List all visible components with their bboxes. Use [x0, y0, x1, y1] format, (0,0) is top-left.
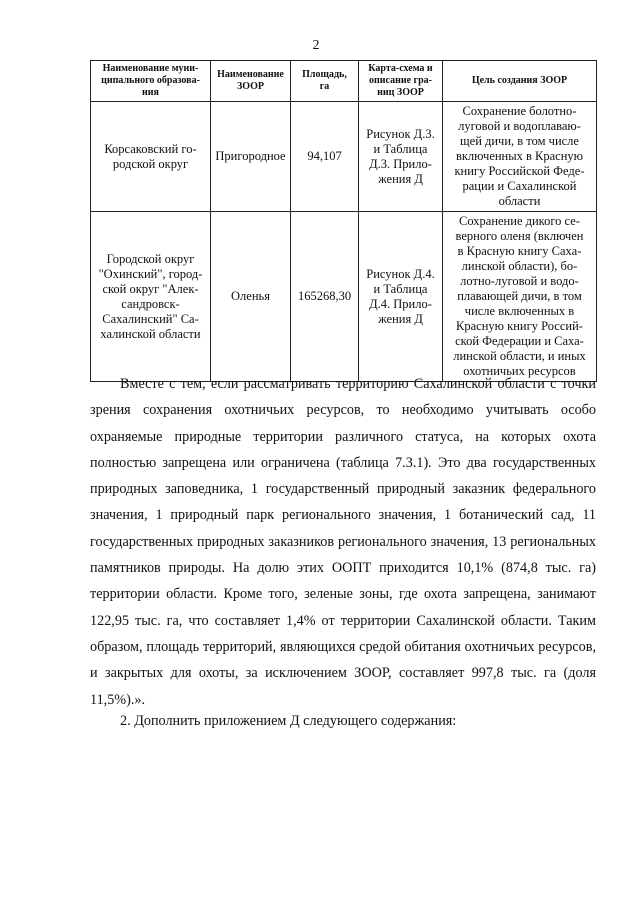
cell-zoor-name: Пригородное: [211, 102, 291, 212]
cell-area: 94,107: [291, 102, 359, 212]
table-header-row: [91, 61, 597, 102]
header-area: Площадь, га: [291, 61, 359, 102]
table-row: [91, 102, 597, 212]
header-zoor-name: Наименование ЗООР: [211, 61, 291, 102]
body-paragraph: Вместе с тем, если рассматривать территорию Сахалинской области с точки зрения сохранения охотничьих ресурсов, то необходимо учитывать особо охраняемые природные территории различного статуса, на которых охота полностью запрещена или ограничена (таблица 7.3.1). Это два государственных природных заповедника, 1 государственный природный заказник федерального значения, 1 природный парк регионального значения, 1 ботанический сад, 11 государственных природных заказников регионального значения, 13 региональных памятников природы. На долю этих ООПТ приходится 10,1% (874,8 тыс. га) территории области. Кроме того, зеленые зоны, где охота запрещена, занимают 122,95 тыс. га, что составляет 1,4% от территории Сахалинской области. Таким образом, площадь территорий, являющихся средой обитания охотничьих ресурсов, и закрытых для охоты, за исключением ЗООР, составляет 997,8 тыс. га (доля 11,5%).».: [90, 376, 596, 708]
zoor-table: [90, 60, 597, 382]
cell-zoor-name: Оленья: [211, 212, 291, 382]
cell-area: 165268,30: [291, 212, 359, 382]
cell-purpose: Сохранение болотно- луговой и водоплаваю- щей дичи, в том числе включенных в Красную книгу Российской Феде- рации и Сахалинской области: [443, 102, 597, 212]
body-text: [90, 371, 596, 713]
header-purpose: Цель создания ЗООР: [443, 61, 597, 102]
page-number: 2: [312, 38, 320, 53]
header-map: Карта-схема и описание гра- ниц ЗООР: [359, 61, 443, 102]
cell-map: Рисунок Д.4. и Таблица Д.4. Прило- жения Д: [359, 212, 443, 382]
header-municipality: Наименование муни- ципального образова- ния: [91, 61, 211, 102]
cell-purpose: Сохранение дикого се- верного оленя (включен в Красную книгу Саха- линской области), бо- лотно-луговой и водо- плавающей дичи, в том числе включенных в Красную книгу Россий- ской Федерации и Саха- линской области, и иных охотничьих ресурсов: [443, 212, 597, 382]
cell-municipality: Корсаковский го- родской округ: [91, 102, 211, 212]
cell-municipality: Городской округ "Охинский", город- ской округ "Алек- сандровск- Сахалинский" Са- халинской области: [91, 212, 211, 382]
cell-map: Рисунок Д.3. и Таблица Д.3. Прило- жения Д: [359, 102, 443, 212]
table-row: [91, 212, 597, 382]
addendum-paragraph: 2. Дополнить приложением Д следующего содержания:: [120, 713, 457, 729]
